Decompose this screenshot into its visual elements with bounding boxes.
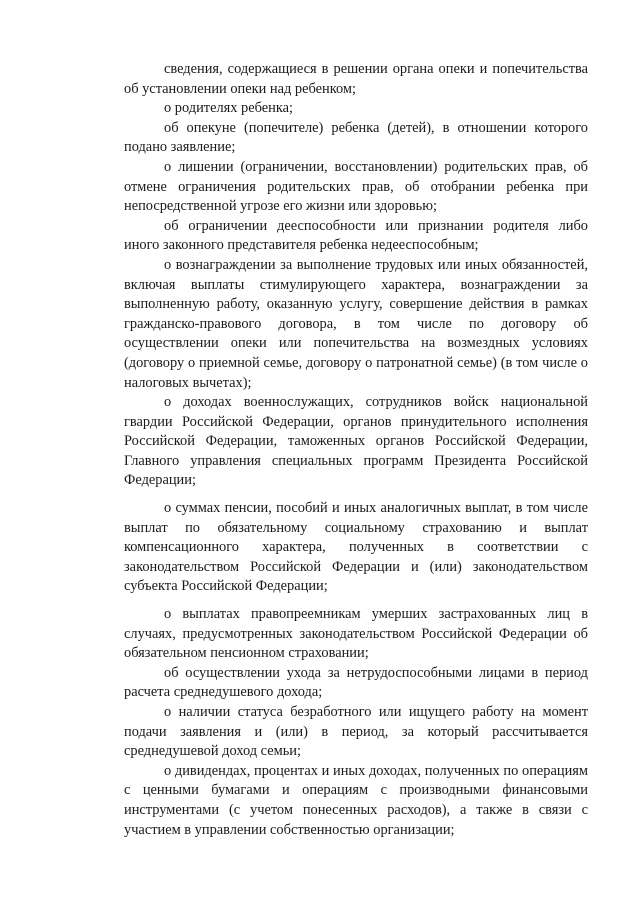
paragraph-legal-capacity: об ограничении дееспособности или признании родителя либо иного законного представителя ребенка недееспособным;	[124, 217, 588, 254]
paragraph-successor-payments: о выплатах правопреемникам умерших застрахованных лиц в случаях, предусмотренных законодательством Российской Федерации об обязательном пенсионном страховании;	[124, 606, 588, 662]
paragraph-guardian: об опекуне (попечителе) ребенка (детей), в отношении которого подано заявление;	[124, 119, 588, 156]
document-body	[124, 60, 588, 840]
paragraph-unemployment: о наличии статуса безработного или ищущего работу на момент подачи заявления и (или) в период, за который рассчитывается среднедушевой доход семьи;	[124, 704, 588, 760]
paragraph-remuneration: о вознаграждении за выполнение трудовых или иных обязанностей, включая выплаты стимулирующего характера, вознаграждении за выполненную работу, оказанную услугу, совершение действия в рамках гражданско-правового договора, в том числе по договору об осуществлении опеки или попечительства на возмездных условиях (договору о приемной семье, договору о патронатной семье) (в том числе о налоговых вычетах);	[124, 256, 588, 391]
paragraph-military-income: о доходах военнослужащих, сотрудников войск национальной гвардии Российской Федерации, органов принудительного исполнения Российской Федерации, таможенных органов Российской Федерации, Главного управления специальных программ Президента Российской Федерации;	[124, 394, 588, 489]
paragraph-dividends: о дивидендах, процентах и иных доходах, полученных по операциям с ценными бумагами и операциям с производными финансовыми инструментами (с учетом понесенных расходов), а также в связи с участием в управлении собственностью организации;	[124, 762, 588, 838]
paragraph-parents: о родителях ребенка;	[164, 100, 294, 117]
paragraph-care: об осуществлении ухода за нетрудоспособными лицами в период расчета среднедушевого дохода;	[124, 664, 588, 701]
paragraph-pensions: о суммах пенсии, пособий и иных аналогичных выплат, в том числе выплат по обязательному социальному страхованию и выплат компенсационного характера, полученных в соответствии с законодательством Российской Федерации и (или) законодательством субъекта Российской Федерации;	[124, 500, 588, 595]
paragraph-parental-rights: о лишении (ограничении, восстановлении) родительских прав, об отмене ограничения родительских прав, об отобрании ребенка при непосредственной угрозе его жизни или здоровью;	[124, 158, 588, 215]
paragraph-court-decision: сведения, содержащиеся в решении органа опеки и попечительства об установлении опеки над ребенком;	[124, 61, 588, 97]
